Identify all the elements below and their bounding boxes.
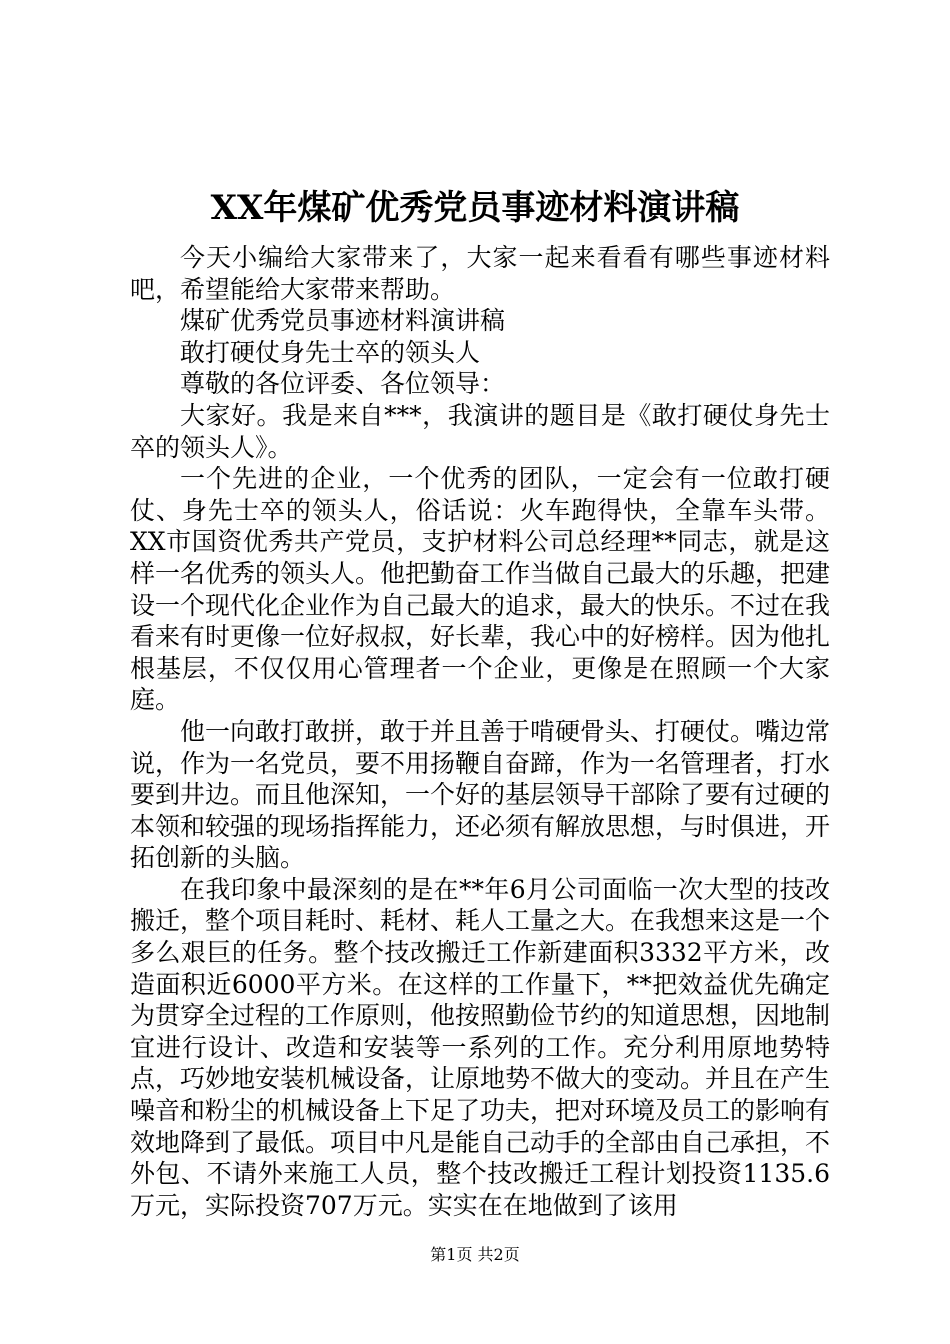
paragraph: 敢打硬仗身先士卒的领头人	[180, 337, 481, 367]
document-body	[130, 242, 830, 1221]
paragraph: 他一向敢打敢拼，敢于并且善于啃硬骨头、打硬仗。嘴边常说，作为一名党员，要不用扬鞭自奋蹄，作为一名管理者，打水要到井边。而且他深知，一个好的基层领导干部除了要有过硬的本领和较强的现场指挥能力，还必须有解放思想，与时俱进，开拓创新的头脑。	[130, 716, 831, 873]
paragraph: 煤矿优秀党员事迹材料演讲稿	[180, 306, 506, 336]
page-footer: 第1页 共2页	[430, 1245, 520, 1264]
paragraph: 一个先进的企业，一个优秀的团队，一定会有一位敢打硬仗、身先士卒的领头人，俗话说：火车跑得快，全靠车头带。XX市国资优秀共产党员，支护材料公司总经理**同志，就是这样一名优秀的领头人。他把勤奋工作当做自己最大的乐趣，把建设一个现代化企业作为自己最大的追求，最大的快乐。不过在我看来有时更像一位好叔叔，好长辈，我心中的好榜样。因为他扎根基层，不仅仅用心管理者一个企业，更像是在照顾一个大家庭。	[130, 464, 831, 715]
paragraph: 今天小编给大家带来了，大家一起来看看有哪些事迹材料吧，希望能给大家带来帮助。	[130, 243, 830, 304]
paragraph: 在我印象中最深刻的是在**年6月公司面临一次大型的技改搬迁，整个项目耗时、耗材、耗人工量之大。在我想来这是一个多么艰巨的任务。整个技改搬迁工作新建面积3332平方米，改造面积近6000平方米。在这样的工作量下，**把效益优先确定为贯穿全过程的工作原则，他按照勤俭节约的知道思想，因地制宜进行设计、改造和安装等一系列的工作。充分利用原地势特点，巧妙地安装机械设备，让原地势不做大的变动。并且在产生噪音和粉尘的机械设备上下足了功夫，把对环境及员工的影响有效地降到了最低。项目中凡是能自己动手的全部由自己承担，不外包、不请外来施工人员，整个技改搬迁工程计划投资1135.6万元，实际投资707万元。实实在在地做到了该用	[130, 874, 831, 1220]
paragraph: 大家好。我是来自***，我演讲的题目是《敢打硬仗身先士卒的领头人》。	[130, 400, 830, 462]
document-title: XX年煤矿优秀党员事迹材料演讲稿	[210, 188, 740, 228]
paragraph: 尊敬的各位评委、各位领导：	[180, 369, 506, 399]
